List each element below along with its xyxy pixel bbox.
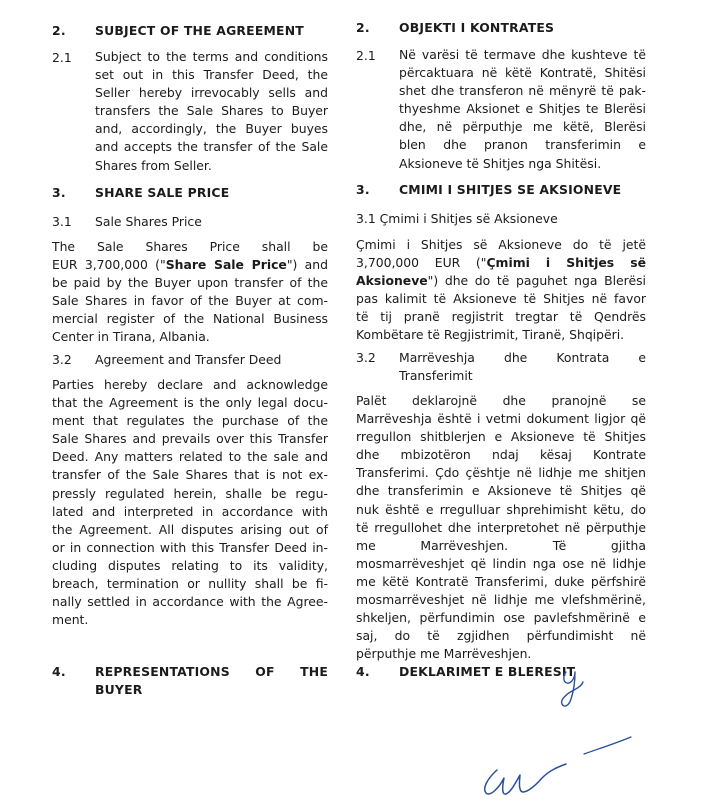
- text-line: be paid by the Buyer upon transfer of the: [52, 275, 328, 291]
- clause-title: Transferimit: [399, 368, 473, 383]
- clause-title: Sale Shares Price: [95, 214, 202, 229]
- clause-number: 3.2: [356, 350, 376, 365]
- text-line: ment.: [52, 612, 89, 628]
- text-line: ment that regulates the purchase of the: [52, 413, 328, 429]
- text-line: Shares from Seller.: [95, 157, 212, 173]
- clause-number: 3.2: [52, 352, 72, 367]
- text-line: Aksioneve") dhe do të paguhet nga Blerësi: [356, 273, 646, 289]
- defined-term: Çmimi i Shitjes së: [486, 255, 646, 271]
- text-line: Palët deklarojnë dhe pranojnë se: [356, 393, 646, 408]
- clause-number: 2.1: [356, 48, 376, 63]
- text-line: Parties hereby declare and acknowledge: [52, 377, 328, 392]
- section-title: CMIMI I SHITJES SE AKSIONEVE: [399, 182, 622, 197]
- section-number: 2.: [356, 20, 370, 35]
- text-line: shet dhe transferon në mënyrë të pak-: [399, 83, 646, 99]
- text-line: nally settled in accordance with the Agree-: [52, 594, 328, 610]
- section-title: OBJEKTI I KONTRATES: [399, 20, 555, 35]
- clause-number: 2.1: [52, 50, 72, 65]
- text-line: Subject to the terms and conditions: [95, 49, 328, 64]
- text-line: breach, termination or nullity shall be fi-: [52, 576, 328, 592]
- section-number: 4.: [52, 664, 66, 679]
- text-line: cluding disputes relating to its validity,: [52, 557, 328, 573]
- text-line: Transferimi. Çdo çështje në lidhje me shitjen: [356, 465, 646, 481]
- text-line: 3,700,000 EUR ("Çmimi i Shitjes së: [356, 255, 646, 271]
- text-line: pas kalimit të Aksioneve të Shitjes në favor: [356, 291, 646, 307]
- section-title: SHARE SALE PRICE: [95, 185, 230, 200]
- text-line: pressly regulated herein, shalle be regu-: [52, 485, 328, 501]
- text-line: dhe, në përputhje me këtë, Blerësi: [399, 119, 646, 135]
- text-line: përputhje me Marrëveshjen.: [356, 646, 532, 662]
- text-line: mosmarrëveshjet që lindin nga ose në lidhje: [356, 555, 646, 571]
- text-line: mosmarrëveshjet në lidhje me vlefshmërinë,: [356, 592, 646, 608]
- text-line: shkeljen, përfundimin ose pavlefshmërinë e: [356, 610, 646, 626]
- text-line: Sale Shares in favor of the Buyer at com-: [52, 293, 328, 309]
- text-line: set out in this Transfer Deed, the: [95, 67, 328, 83]
- text-line: Në varësi të termave dhe kushteve të: [399, 47, 646, 62]
- text-line: dhe transferimin e Aksioneve të Shitjes që: [356, 483, 646, 499]
- text-line: The Sale Shares Price shall be: [52, 239, 328, 254]
- text-line: transfers the Sale Shares to Buyer: [95, 103, 328, 119]
- text-line: lated and interpreted in accordance with: [52, 503, 328, 519]
- text-line: that the Agreement is the only legal docu-: [52, 395, 328, 411]
- section-title: DEKLARIMET E BLERESIT: [399, 664, 576, 679]
- text-line: nuk është e rregulluar shprehimisht këtu, do: [356, 501, 646, 517]
- section-title: BUYER: [95, 682, 143, 697]
- text-line: me këtë Kontratë Transferimi, duke përfshirë: [356, 573, 646, 589]
- text-line: Aksioneve të Shitjes nga Shitësi.: [399, 155, 602, 171]
- defined-term: Share Sale Price: [165, 257, 287, 273]
- clause-number: 3.1: [52, 214, 72, 229]
- text-line: Çmimi i Shitjes së Aksioneve do të jetë: [356, 237, 646, 252]
- text-line: transfer of the Sale Shares that is not ex-: [52, 467, 328, 483]
- section-title: REPRESENTATIONS OF THE: [95, 664, 328, 679]
- section-number: 3.: [356, 182, 370, 197]
- text-line: Marrëveshja është i vetmi dokument ligjor që: [356, 411, 646, 427]
- clause-title: 3.1 Çmimi i Shitjes së Aksioneve: [356, 211, 558, 226]
- text-line: saj, do të zgjidhen përfundimisht në: [356, 628, 646, 644]
- text-line: and, accordingly, the Buyer buyes: [95, 121, 328, 137]
- text-line: blen dhe pranon transferimin e: [399, 137, 646, 153]
- text-line: përcaktuara në këtë Kontratë, Shitësi: [399, 65, 646, 81]
- section-number: 3.: [52, 185, 66, 200]
- text-line: thyeshme Aksionet e Shitjes te Blerësi: [399, 101, 646, 117]
- text-line: dhe mbizotëron ndaj kësaj Kontrate: [356, 447, 646, 463]
- section-number: 4.: [356, 664, 370, 679]
- text-line: të rregullohet dhe interpretohet në përputhje: [356, 519, 646, 535]
- text-line: the Agreement. All disputes arising out of: [52, 521, 328, 537]
- section-title: SUBJECT OF THE AGREEMENT: [95, 23, 304, 38]
- clause-title: Agreement and Transfer Deed: [95, 352, 282, 367]
- text-line: and accepts the transfer of the Sale: [95, 139, 328, 155]
- text-line: EUR 3,700,000 ("Share Sale Price") and: [52, 257, 328, 273]
- text-line: Kombëtare të Regjistrimit, Tiranë, Shqipëri.: [356, 327, 625, 343]
- text-line: me Marrëveshjen. Të gjitha: [356, 537, 646, 553]
- defined-term: Aksioneve: [356, 273, 428, 289]
- text-line: Center in Tirana, Albania.: [52, 329, 210, 345]
- text-line: Sale Shares and prevails over this Transfer: [52, 431, 328, 447]
- text-line: or in connection with this Transfer Deed in-: [52, 539, 328, 555]
- text-line: Deed. Any matters related to the sale and: [52, 449, 328, 465]
- text-line: mercial register of the National Business: [52, 311, 328, 327]
- text-line: Seller hereby irrevocably sells and: [95, 85, 328, 101]
- text-line: rregullon shitblerjen e Aksioneve të Shitjes: [356, 429, 646, 445]
- section-number: 2.: [52, 23, 66, 38]
- clause-title: Marrëveshja dhe Kontrata e: [399, 350, 646, 365]
- text-line: të tij pranë regjistrit tregtar të Qendrës: [356, 309, 646, 325]
